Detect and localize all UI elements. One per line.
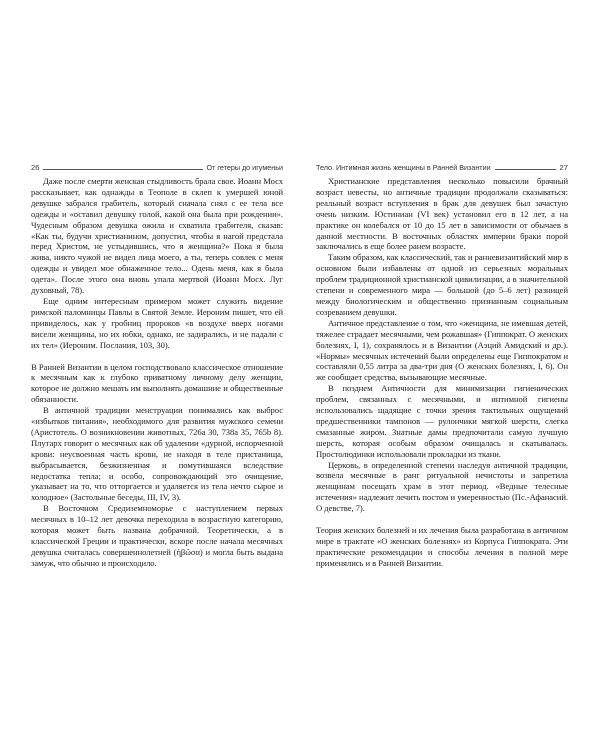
header-rule <box>43 169 202 170</box>
paragraph: Церковь, в определенной степени наследуя античной традиции, возвела месячные в ранг ритуальной нечистоты и запретила женщинам посещать храм в этот период. «Ведные телесные истечения» надлежит лечить постом и умеренностью (Пс.-Афанасий. О девстве, 7). <box>316 459 568 514</box>
right-page <box>316 161 568 569</box>
page-number: 27 <box>559 163 568 172</box>
running-head <box>316 161 568 172</box>
paragraph: Еще одним интересным примером может служить видение римской паломницы Павлы в Святой Земле. Иероним пишет, что ей привиделось, как у гробниц пророков «в воздухе вверх ногами висели женщины, но их юбки, однако, не задирались, и не падали с их тел» (Иероним. Послания, 103, 30). <box>31 295 283 350</box>
left-page <box>31 161 283 569</box>
page-body <box>31 176 283 569</box>
paragraph: Таким образом, как классический, так и ранневизантийский мир в основном были избавлены от одной из серьезных моральных проблем традиционной христианской цивилизации, а в значительной степени и современного мира — большой (до 5–6 лет) разницей между биологическим и общественно признанным социальным созреванием девушки. <box>316 252 568 317</box>
paragraph: В позднем Античности для минимизации гигиенических проблем, связанных с месячными, и интимной гигиены использовались щадящие с точки зрения тактильных ощущений предшественники тампонов — рулончики мягкой шерсти, слегка смазанные жиром. Знатные дамы предпочитали самую лучшую шерсть, которая особым образом очищалась и скатывалась. Простолюдинки использовали прокладки из ткани. <box>316 383 568 459</box>
paragraph: Христианские представления несколько повысили брачный возраст невесты, но античные традиции продолжали сказываться: реальный возраст вступления в брак для девушек был зачастую очень низким. Юстиниан (VI век) установил его в 12 лет, а на практике он колебался от 10 до 15 лет в зависимости от обычаев в данной местности. В восточных областях империи браки порой заключались в еще более ранем возрасте. <box>316 176 568 252</box>
paragraph: В Ранней Византии в целом господствовало классическое отношение к месячным как к глубоко приватному личному делу женщин, которое не должно мешать им выполнять домашние и общественные обязанности. <box>31 361 283 405</box>
page-number: 26 <box>31 163 40 172</box>
running-title: От гетеры до игуменьи <box>206 163 283 172</box>
header-rule <box>495 169 556 170</box>
paragraph: В античной традиции менструации понимались как выброс «избытков питания», необходимого для развития мужского семени (Аристотель. О возникновении животных, 726а 30, 738а 35, 765b 8). Плутарх говорит о месячных как об удалении «дурной, испорченной крови: неусвоенная часть крови, не находя в теле пристанища, выбрасывается, безжизненная и помутившаяся вследствие недостатка тепла; и особо, сопровождающий это очищение, указывает на то, что отторгается и удаляется из тела нечто сырое и холодное» (Застольные беседы, III, IV, 3). <box>31 405 283 503</box>
paragraph: Даже после смерти женская стыдливость брала свое. Иоанн Мосх рассказывает, как однажды в Теополе в склеп к умершей юной девушке забрался грабитель, который сначала снял с ее тела все одежды и «оставил девушку голой, какой она была при рождении». Чудесным образом девушка ожила и схватила грабителя, сказав: «Как ты, будучи христианином, допустил, чтобы я нагой предстала перед Христом, не устыдившись, что я женщина?» Пока я была жива, никто чужой не видел лица моего, а ты, теперь совлек с меня одежды и увидел мое обнаженное тело... Одень меня, как я была одета». После этого она вновь упала мертвой (Иоанн Мосх. Луг духовный, 78). <box>31 176 283 296</box>
paragraph: Теория женских болезней и их лечения была разработана в античном мире в трактате «О женских болезнях» из Корпуса Гиппократа. Эти практические рекомендации и способы лечения в полной мере применялись и в Ранней Византии. <box>316 525 568 568</box>
running-title: Тело. Интимная жизнь женщины в Ранней Византии <box>316 163 491 172</box>
running-head <box>31 161 283 172</box>
paragraph: Античное представление о том, что «женщина, не имевшая детей, тяжелее страдает месячными, чем рожавшая» (Гиппократ. О женских болезнях, I, 1), сохранялось и в Византии (Аэций Амидский и др.). «Нормы» месячных истечений были определены еще Гиппократом и составляли 0,55 литра за два-три дня (О женских болезнях, I, 6). Он же сообщает средства, вызывающие месячные. <box>316 317 568 383</box>
page-body <box>316 176 568 569</box>
paragraph: В Восточном Средиземноморье с наступлением первых месячных в 10–12 лет девочка переходила в возрастную категорию, которая может быть названа добрачной. Теоретически, а в классической Греции и практически, вскоре после начала месячных девушка считалась совершеннолетней (ἡβῶσα) и могла быть выдана замуж, что обычно и происходило. <box>31 503 283 568</box>
